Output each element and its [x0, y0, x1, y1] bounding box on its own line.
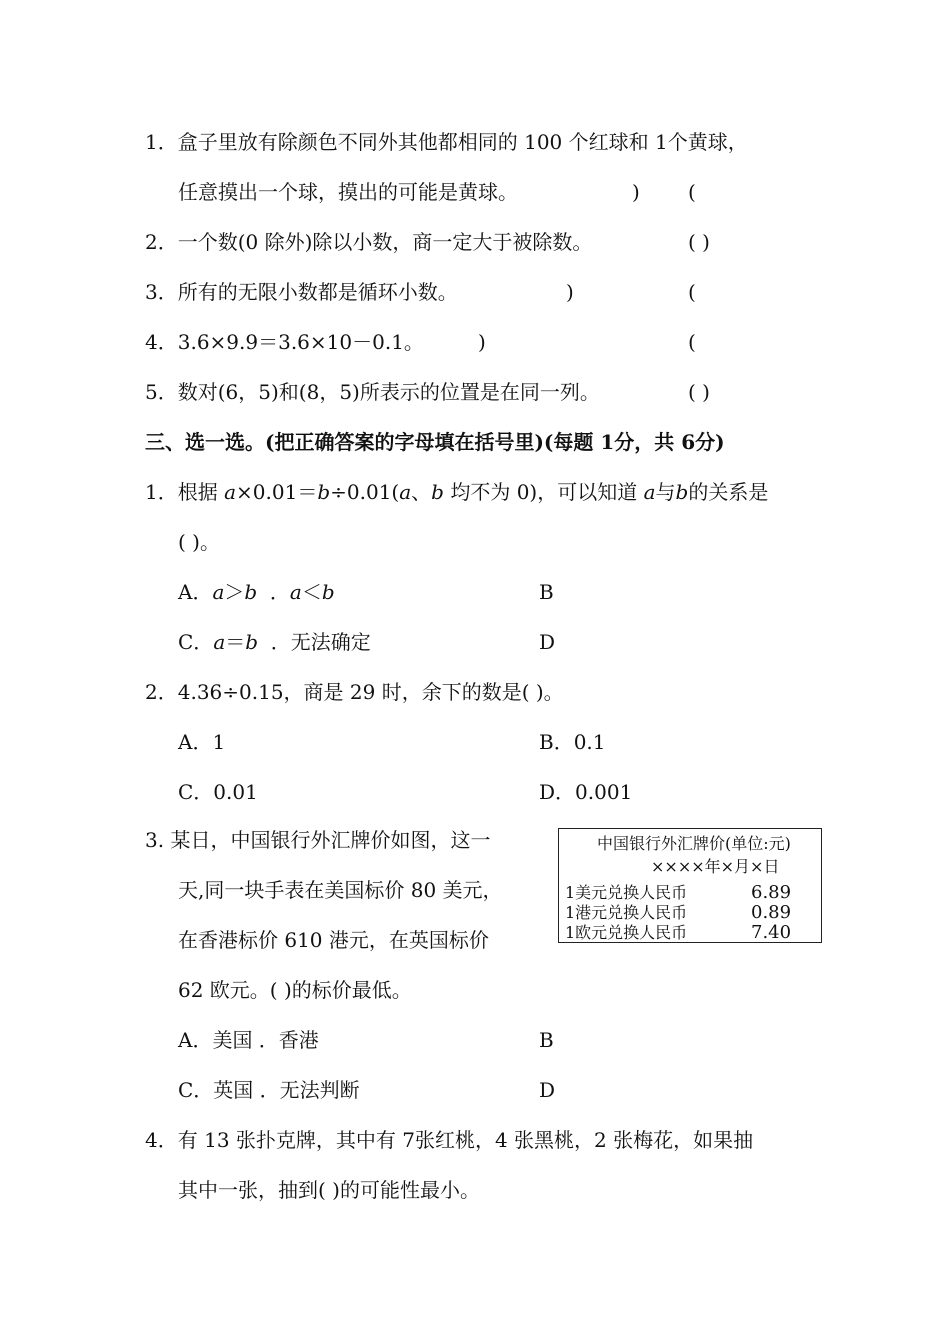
var-b: b: [244, 580, 258, 604]
judge-q1-line2: 任意摸出一个球，摸出的可能是黄球。: [178, 180, 518, 204]
choice-q3-option-a: A．美国 ．香港: [178, 1028, 319, 1052]
answer-paren-close: ): [632, 180, 640, 204]
rate-row-label: 1美元兑换人民币: [565, 883, 688, 902]
rate-table-date: ××××年×月×日: [651, 857, 780, 876]
question-number: 1．: [145, 480, 178, 504]
question-number: 3.: [145, 828, 165, 852]
answer-paren-close: ): [478, 330, 486, 354]
choice-q2-option-b: B．0.1: [539, 730, 606, 754]
choice-q1-option-c: [178, 629, 371, 655]
option-label: A．: [178, 580, 213, 604]
var-b: b: [675, 480, 689, 504]
question-number: 1．: [145, 130, 178, 154]
var-a: a: [224, 480, 237, 504]
rate-row-value: 0.89: [751, 902, 792, 923]
choice-q1-line1: [145, 479, 768, 505]
text-segment: 根据: [177, 480, 225, 504]
var-a: a: [212, 580, 225, 604]
text-segment: 均不为 0)，可以知道: [443, 480, 644, 504]
answer-paren-open: (: [688, 280, 696, 304]
text-segment: 、: [411, 480, 432, 504]
judge-q3: [145, 279, 458, 305]
rate-row-label: 1港元兑换人民币: [565, 903, 688, 922]
option-label: ．: [269, 580, 290, 604]
question-number: 3．: [145, 280, 178, 304]
choice-q4-line2: 其中一张，抽到( )的可能性最小。: [178, 1178, 480, 1202]
var-b: b: [245, 630, 259, 654]
text-segment: 的关系是: [688, 480, 769, 504]
choice-q2-option-c: C．0.01: [178, 780, 258, 804]
operator: ＞: [224, 580, 245, 604]
text-segment: 与: [655, 480, 676, 504]
choice-q3-line3: 在香港标价 610 港元，在英国标价: [178, 928, 489, 952]
answer-paren-open: (: [688, 330, 696, 354]
answer-paren: ( ): [688, 380, 710, 404]
question-number: 2．: [145, 680, 178, 704]
question-text: 一个数(0 除外)除以小数，商一定大于被除数。: [177, 230, 593, 254]
question-number: 5．: [145, 380, 178, 404]
choice-q2-option-d: D．0.001: [539, 780, 633, 804]
judge-q2: [145, 229, 592, 255]
operator: ＝: [225, 630, 246, 654]
choice-q2: [145, 679, 564, 705]
var-a: a: [289, 580, 302, 604]
question-text: 某日，中国银行外汇牌价如图，这一: [170, 828, 491, 852]
option-letter-b: B: [539, 1028, 554, 1052]
judge-q5: [145, 379, 600, 405]
choice-q3-line1: [145, 827, 490, 853]
choice-q1-option-a: [178, 579, 335, 605]
question-text: 3.6×9.9＝3.6×10－0.1。: [177, 330, 424, 354]
question-number: 2．: [145, 230, 178, 254]
option-label: C．: [178, 630, 214, 654]
exchange-rate-table: [558, 828, 822, 943]
choice-q3-line4: 62 欧元。( )的标价最低。: [178, 978, 412, 1002]
var-a: a: [399, 480, 412, 504]
choice-q4-line1: [145, 1127, 753, 1153]
question-text: 数对(6，5)和(8，5)所表示的位置是在同一列。: [177, 380, 600, 404]
var-b: b: [431, 480, 444, 504]
question-number: 4．: [145, 330, 178, 354]
section-heading: 三、选一选。(把正确答案的字母填在括号里)(每题 1分，共 6分): [145, 430, 725, 454]
answer-paren-close: ): [566, 280, 574, 304]
text-segment: ÷0.01(: [330, 480, 400, 504]
choice-q1-line2: ( )。: [178, 530, 220, 554]
answer-paren-open: (: [688, 180, 696, 204]
option-letter-d: D: [539, 1078, 556, 1102]
question-number: 4．: [145, 1128, 178, 1152]
option-letter-d: D: [539, 630, 556, 654]
question-text: 盒子里放有除颜色不同外其他都相同的 100 个红球和 1个黄球，: [177, 130, 748, 154]
rate-row-label: 1欧元兑换人民币: [565, 923, 688, 942]
var-a: a: [213, 630, 226, 654]
var-b: b: [321, 580, 335, 604]
choice-q3-line2: 天,同一块手表在美国标价 80 美元，: [178, 878, 503, 902]
question-text: 有 13 张扑克牌，其中有 7张红桃，4 张黑桃，2 张梅花，如果抽: [177, 1128, 754, 1152]
question-text: 所有的无限小数都是循环小数。: [177, 280, 458, 304]
judge-q1-line1: [145, 129, 748, 155]
var-b: b: [317, 480, 331, 504]
operator: ＜: [301, 580, 322, 604]
choice-q3-option-c: C．英国 ．无法判断: [178, 1078, 360, 1102]
rate-table-title: 中国银行外汇牌价(单位:元): [597, 834, 791, 853]
text-segment: ×0.01＝: [236, 480, 318, 504]
var-a: a: [643, 480, 656, 504]
choice-q2-option-a: A．1: [178, 730, 226, 754]
rate-row-value: 6.89: [751, 882, 792, 903]
option-letter-b: B: [539, 580, 554, 604]
option-text: ．无法确定: [270, 630, 371, 654]
judge-q4: [145, 329, 424, 355]
answer-paren: ( ): [688, 230, 710, 254]
question-text: 4.36÷0.15，商是 29 时，余下的数是( )。: [177, 680, 564, 704]
rate-row-value: 7.40: [751, 922, 792, 943]
